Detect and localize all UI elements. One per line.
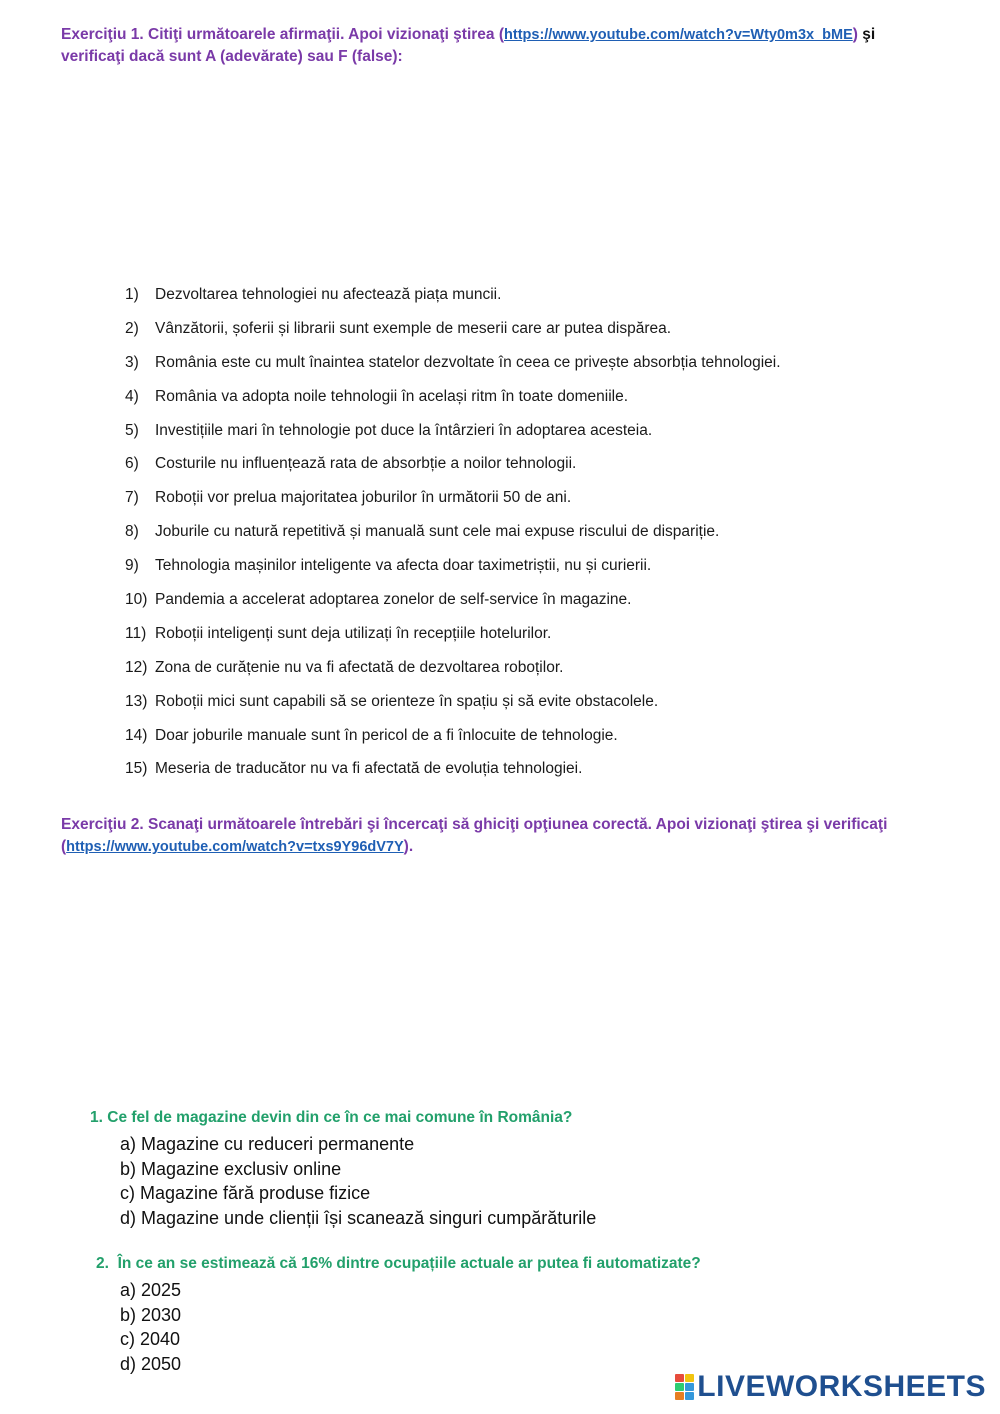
statement-item [125, 521, 965, 555]
question-title [96, 1254, 956, 1274]
statement-item [125, 657, 965, 691]
exercise-1-instruction: Exerciţiu 1. Citiţi următoarele afirmaţii. Apoi vizionaţi ştirea ( [61, 26, 505, 43]
statement-text: Investițiile mari în tehnologie pot duce la întârzieri în adoptarea acesteia. [155, 421, 653, 439]
exercise-1-heading [61, 24, 941, 68]
question-title [90, 1108, 950, 1128]
statement-item [125, 725, 965, 759]
statement-text: Meseria de traducător nu va fi afectată de evoluția tehnologiei. [155, 760, 583, 778]
question-number: 1. [90, 1109, 103, 1126]
logo-mark-icon [675, 1374, 694, 1400]
question-number: 2. [96, 1255, 109, 1272]
logo-square [675, 1383, 684, 1391]
statement-number: 15) [125, 760, 148, 778]
statement-item [125, 758, 965, 792]
statement-number: 9) [125, 557, 139, 575]
statement-item [125, 352, 965, 386]
statement-number: 1) [125, 286, 139, 303]
statement-text: Pandemia a accelerat adoptarea zonelor de self-service în magazine. [155, 591, 632, 609]
answer-option[interactable]: a) 2025 [120, 1280, 182, 1300]
answer-option[interactable]: b) Magazine exclusiv online [120, 1158, 342, 1179]
statement-text: Dezvoltarea tehnologiei nu afectează piața muncii. [155, 286, 502, 303]
statement-item [125, 318, 965, 352]
logo-square [685, 1392, 694, 1400]
exercise-2-heading [61, 814, 941, 858]
statement-text: Vânzătorii, șoferii și librarii sunt exemple de meserii care ar putea dispărea. [155, 319, 672, 337]
statement-number: 8) [125, 523, 139, 541]
statement-item [125, 453, 965, 487]
statement-item [125, 589, 965, 623]
statement-text: România este cu mult înaintea statelor dezvoltate în ceea ce privește absorbția tehnologiei. [155, 353, 781, 371]
statement-number: 3) [125, 353, 139, 371]
answer-option[interactable]: c) 2040 [120, 1329, 181, 1350]
logo-square [675, 1374, 684, 1382]
exercise-1-connector: şi [857, 26, 876, 43]
exercise-2-suffix: ). [403, 838, 414, 855]
statement-text: Doar joburile manuale sunt în pericol de a fi înlocuite de tehnologie. [155, 726, 618, 744]
answer-option[interactable]: c) Magazine fără produse fizice [120, 1183, 371, 1204]
statement-number: 13) [125, 692, 148, 710]
question-text: Ce fel de magazine devin din ce în ce mai comune în România? [107, 1109, 573, 1126]
statement-item [125, 555, 965, 589]
logo-square [685, 1383, 694, 1391]
question-text: În ce an se estimează că 16% dintre ocupațiile actuale ar putea fi automatizate? [117, 1255, 701, 1272]
answer-option[interactable]: d) 2050 [120, 1354, 182, 1375]
statement-text: Roboții inteligenți sunt deja utilizați în recepțiile hotelurilor. [155, 624, 552, 642]
statement-item [125, 420, 965, 454]
statement-text: România va adopta noile tehnologii în același ritm în toate domeniile. [155, 387, 629, 405]
answer-option[interactable]: b) 2030 [120, 1304, 182, 1325]
statement-text: Roboții mici sunt capabili să se orienteze în spațiu și să evite obstacolele. [155, 692, 659, 710]
statement-item [125, 386, 965, 420]
statement-item [125, 623, 965, 657]
logo-text: LIVEWORKSHEETS [697, 1370, 986, 1403]
exercise-1-instruction-suffix: verificaţi dacă sunt A (adevărate) sau F (false): [61, 48, 403, 65]
statements-list [125, 284, 965, 792]
answer-option[interactable]: d) Magazine unde clienții își scanează singuri cumpărăturile [120, 1208, 597, 1229]
statement-number: 11) [125, 624, 147, 642]
statement-number: 14) [125, 726, 148, 744]
statement-number: 10) [125, 591, 148, 609]
statement-item [125, 691, 965, 725]
exercise-2-video-link[interactable]: https://www.youtube.com/watch?v=txs9Y96dV7Y [66, 839, 404, 855]
statement-text: Joburile cu natură repetitivă și manuală sunt cele mai expuse riscului de dispariție. [155, 523, 720, 541]
statement-number: 2) [125, 319, 139, 337]
statement-item [125, 487, 965, 521]
statement-number: 6) [125, 455, 139, 473]
exercise-1-close-paren: ) [852, 26, 858, 43]
exercise-2-instruction: Exerciţiu 2. Scanaţi următoarele întrebări şi încercaţi să ghiciţi opţiunea corectă. Apoi vizionaţi ştirea şi verificaţi ( [61, 816, 888, 855]
statement-number: 12) [125, 658, 148, 676]
question-2 [96, 1254, 956, 1377]
exercise-1-video-link[interactable]: https://www.youtube.com/watch?v=Wty0m3x_bME [504, 27, 853, 43]
statement-number: 5) [125, 421, 139, 439]
statement-text: Zona de curățenie nu va fi afectată de dezvoltarea roboților. [155, 658, 564, 676]
logo-square [675, 1392, 684, 1400]
question-1 [90, 1108, 950, 1231]
answer-options [96, 1278, 956, 1377]
statement-number: 4) [125, 387, 139, 405]
statement-number: 7) [125, 489, 139, 507]
statement-text: Tehnologia mașinilor inteligente va afecta doar taximetriștii, nu și curierii. [155, 557, 652, 575]
logo-square [685, 1374, 694, 1382]
statement-text: Costurile nu influențează rata de absorbție a noilor tehnologii. [155, 455, 577, 473]
liveworksheets-logo [675, 1370, 986, 1404]
answer-option[interactable]: a) Magazine cu reduceri permanente [120, 1134, 415, 1154]
statement-text: Roboții vor prelua majoritatea joburilor în următorii 50 de ani. [155, 489, 572, 507]
answer-options [90, 1132, 950, 1231]
statement-item [125, 284, 965, 318]
